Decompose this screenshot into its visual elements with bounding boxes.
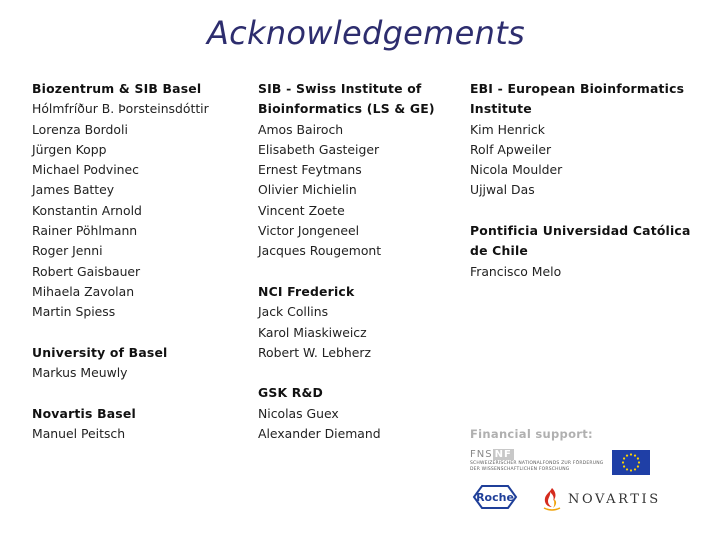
person-name: Karol Miaskiweicz [258, 324, 367, 340]
eu-star-icon [637, 465, 639, 467]
person-name: Lorenza Bordoli [32, 121, 128, 137]
person-name: Konstantin Arnold [32, 202, 142, 218]
group-heading: Institute [470, 101, 532, 117]
person-name: Nicolas Guex [258, 405, 339, 421]
person-name: Roger Jenni [32, 243, 103, 259]
person-name: Rolf Apweiler [470, 141, 552, 157]
person-name: Ujjwal Das [470, 182, 535, 198]
financial-support-label: Financial support: [470, 427, 593, 441]
person-name: Elisabeth Gasteiger [258, 141, 380, 157]
person-name: Robert Gaisbauer [32, 263, 141, 279]
person-name: Jacques Rougemont [258, 243, 382, 259]
person-name: James Battey [32, 182, 115, 198]
novartis-wordmark: NOVARTIS [568, 492, 661, 507]
page-title: Acknowledgements [206, 14, 526, 52]
person-name: Alexander Diemand [258, 426, 381, 442]
person-name: Martin Spiess [32, 304, 116, 320]
person-name: Mihaela Zavolan [32, 283, 135, 299]
snf-abbr-left: FNS [470, 449, 493, 460]
person-name: Jürgen Kopp [32, 141, 107, 157]
person-name: Amos Bairoch [258, 121, 344, 137]
column-middle [258, 79, 463, 444]
person-name: Robert W. Lebherz [258, 344, 371, 360]
snf-logo [470, 449, 605, 479]
person-name: Olivier Michielin [258, 182, 357, 198]
person-name: Ernest Feytmans [258, 162, 362, 178]
eu-star-icon [626, 454, 628, 456]
group-heading: Biozentrum & SIB Basel [32, 81, 202, 96]
eu-flag-icon [612, 450, 650, 475]
column-left [32, 79, 252, 444]
column-right [470, 79, 710, 282]
eu-star-icon [634, 454, 636, 456]
eu-star-icon [630, 469, 632, 471]
snf-line-1: SCHWEIZERISCHER NATIONALFONDS ZUR FÖRDERUNG [470, 461, 604, 466]
eu-star-icon [626, 468, 628, 470]
person-name: Rainer Pöhlmann [32, 223, 138, 239]
group-heading: SIB - Swiss Institute of [258, 81, 422, 96]
group-heading: Novartis Basel [32, 405, 136, 421]
group-heading: EBI - European Bioinformatics [470, 81, 685, 96]
group-heading: GSK R&D [258, 385, 324, 401]
person-name: Nicola Moulder [470, 162, 563, 178]
group-heading: Pontificia Universidad Católica [470, 223, 691, 239]
eu-star-icon [638, 461, 640, 463]
eu-star-icon [623, 465, 625, 467]
eu-star-icon [637, 457, 639, 459]
snf-abbr-right: NF [494, 449, 512, 460]
person-name: Jack Collins [258, 304, 329, 320]
eu-star-icon [622, 461, 624, 463]
person-name: Markus Meuwly [32, 365, 128, 381]
snf-line-2: DER WISSENSCHAFTLICHEN FORSCHUNG [470, 467, 570, 473]
person-name: Kim Henrick [470, 121, 545, 137]
group-heading: Bioinformatics (LS & GE) [258, 101, 435, 117]
novartis-logo [540, 486, 661, 512]
novartis-flame-icon [540, 486, 564, 512]
group-heading: de Chile [470, 243, 528, 259]
person-name: Manuel Peitsch [32, 426, 126, 442]
person-name: Michael Podvinec [32, 162, 139, 178]
eu-star-icon [630, 453, 632, 455]
group-heading: NCI Frederick [258, 283, 355, 299]
person-name: Hólmfríður B. Þorsteinsdóttir [32, 101, 209, 117]
person-name: Francisco Melo [470, 263, 562, 279]
person-name: Vincent Zoete [258, 202, 345, 218]
eu-star-icon [623, 457, 625, 459]
eu-star-icon [634, 468, 636, 470]
roche-wordmark: Roche [476, 491, 514, 504]
group-heading: University of Basel [32, 344, 168, 360]
person-name: Victor Jongeneel [258, 223, 360, 239]
roche-logo [470, 484, 520, 510]
